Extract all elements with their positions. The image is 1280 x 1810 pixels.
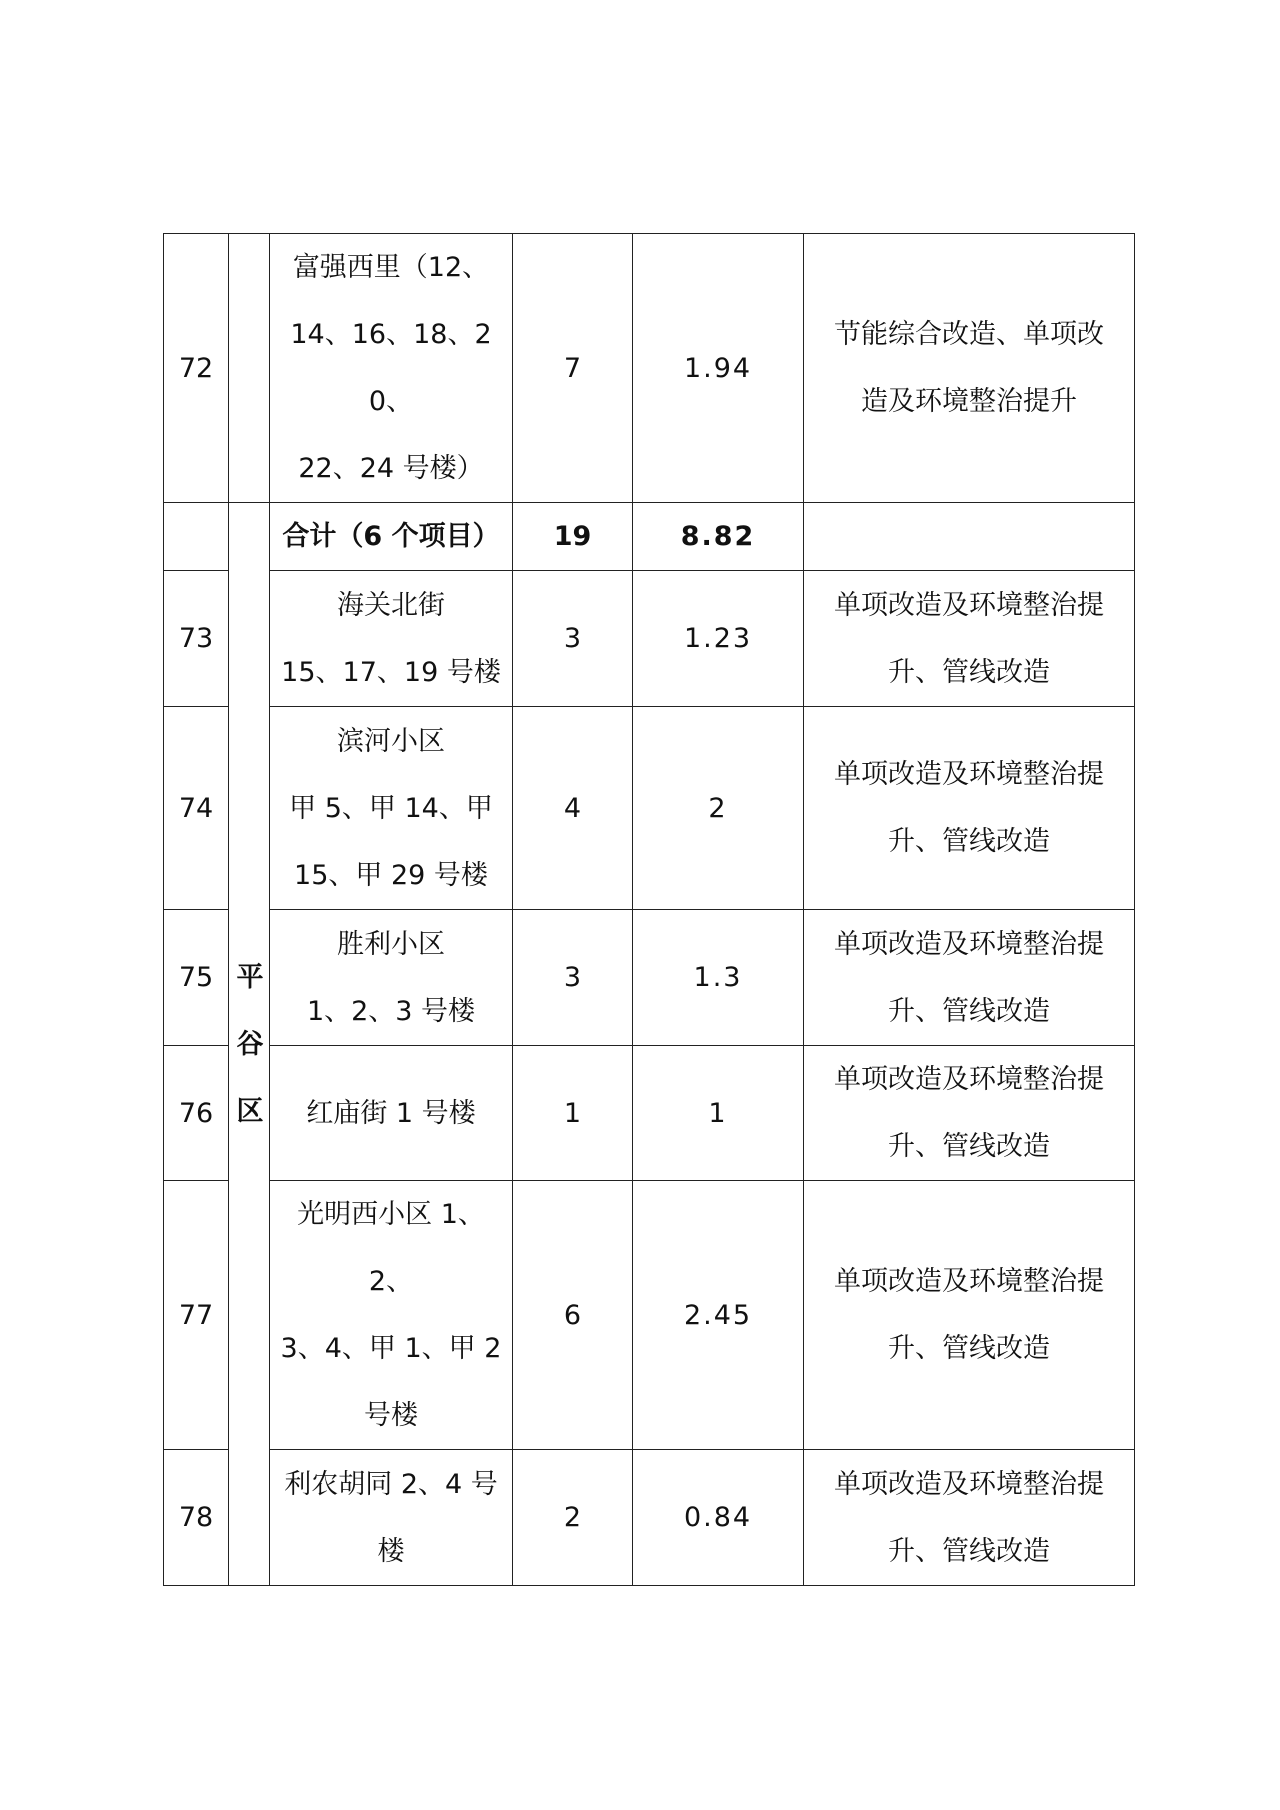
row-number: 72	[164, 234, 229, 503]
row-number: 73	[164, 571, 229, 707]
subtotal-area: 8.82	[633, 503, 804, 571]
community-name: 滨河小区 甲 5、甲 14、甲 15、甲 29 号楼	[270, 707, 513, 910]
area-value: 1.3	[633, 910, 804, 1046]
table-row	[164, 1450, 1135, 1586]
community-name: 红庙街 1 号楼	[270, 1046, 513, 1181]
building-count: 7	[513, 234, 633, 503]
row-number: 74	[164, 707, 229, 910]
area-value: 1.23	[633, 571, 804, 707]
building-count: 6	[513, 1181, 633, 1450]
district-label: 平谷区	[236, 961, 264, 1127]
renovation-content: 单项改造及环境整治提 升、管线改造	[804, 1181, 1135, 1450]
renovation-content: 节能综合改造、单项改 造及环境整治提升	[804, 234, 1135, 503]
community-name: 胜利小区 1、2、3 号楼	[270, 910, 513, 1046]
subtotal-label: 合计（6 个项目）	[270, 503, 513, 571]
area-value: 2.45	[633, 1181, 804, 1450]
community-name: 海关北街 15、17、19 号楼	[270, 571, 513, 707]
community-name: 利农胡同 2、4 号 楼	[270, 1450, 513, 1586]
table-row	[164, 571, 1135, 707]
table-row	[164, 1181, 1135, 1450]
row-number: 76	[164, 1046, 229, 1181]
subtotal-row	[164, 503, 1135, 571]
community-name: 富强西里（12、 14、16、18、20、 22、24 号楼）	[270, 234, 513, 503]
building-count: 1	[513, 1046, 633, 1181]
building-count: 3	[513, 910, 633, 1046]
row-number: 78	[164, 1450, 229, 1586]
building-count: 2	[513, 1450, 633, 1586]
community-name: 光明西小区 1、2、 3、4、甲 1、甲 2 号楼	[270, 1181, 513, 1450]
renovation-content: 单项改造及环境整治提 升、管线改造	[804, 910, 1135, 1046]
area-value: 0.84	[633, 1450, 804, 1586]
subtotal-buildings: 19	[513, 503, 633, 571]
renovation-content: 单项改造及环境整治提 升、管线改造	[804, 1046, 1135, 1181]
district-cell	[229, 503, 270, 1586]
building-count: 3	[513, 571, 633, 707]
project-table	[163, 233, 1135, 1586]
area-value: 1.94	[633, 234, 804, 503]
table-row	[164, 910, 1135, 1046]
renovation-content: 单项改造及环境整治提 升、管线改造	[804, 707, 1135, 910]
row-number: 77	[164, 1181, 229, 1450]
table-row	[164, 234, 1135, 503]
renovation-content: 单项改造及环境整治提 升、管线改造	[804, 1450, 1135, 1586]
building-count: 4	[513, 707, 633, 910]
table-row	[164, 1046, 1135, 1181]
row-number: 75	[164, 910, 229, 1046]
renovation-content: 单项改造及环境整治提 升、管线改造	[804, 571, 1135, 707]
area-value: 2	[633, 707, 804, 910]
area-value: 1	[633, 1046, 804, 1181]
table-row	[164, 707, 1135, 910]
